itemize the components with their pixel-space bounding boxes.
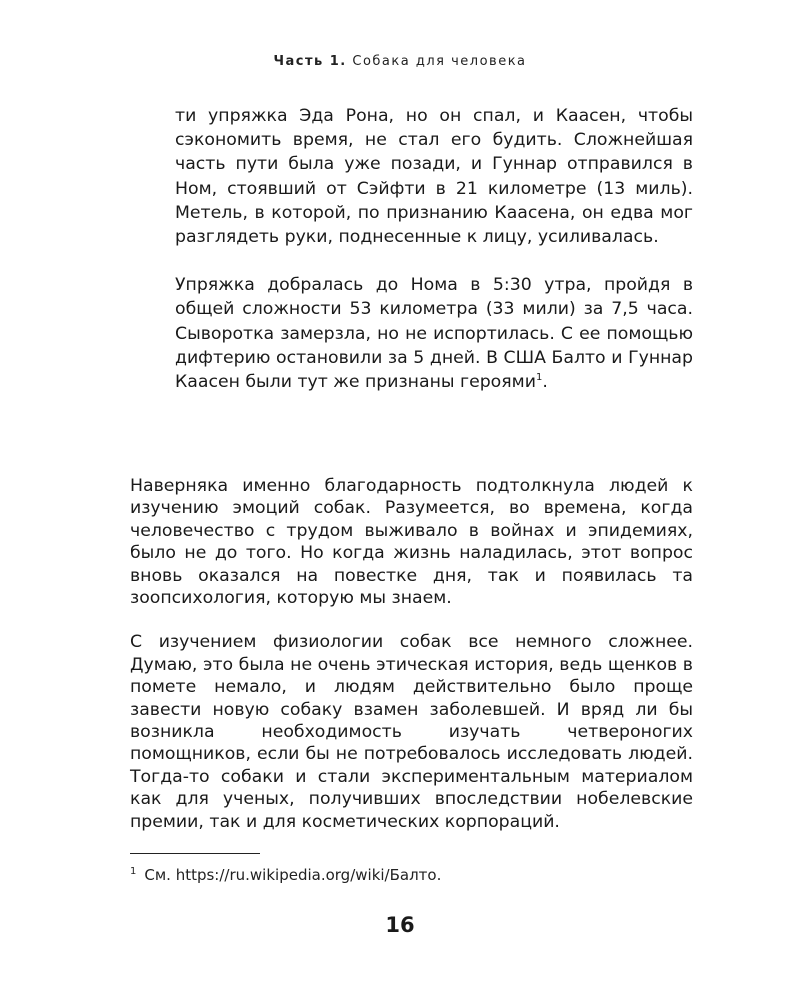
footnote xyxy=(130,862,441,885)
page-number: 16 xyxy=(385,913,415,937)
running-head xyxy=(0,54,800,69)
footnote-reference[interactable]: 1 xyxy=(535,372,543,384)
footnote-divider xyxy=(130,853,260,854)
quote-block xyxy=(175,104,693,418)
quote-paragraph-text: Упряжка добралась до Нома в 5:30 утра, пройдя в общей сложности 53 километра (33 мили) за 7,5 часа. Сыворотка замерзла, но не испортилась. С ее помощью дифтерию остановили за 5 дней. В США Балто и Гуннар Каасен были тут же признаны героями xyxy=(175,275,693,393)
quote-paragraph xyxy=(175,273,693,394)
footnote-text: См. https://ru.wikipedia.org/wiki/Балто. xyxy=(144,866,442,884)
body-paragraph: Наверняка именно благодарность подтолкнула людей к изучению эмоций собак. Разумеется, во времена, когда человечество с трудом выживало в войнах и эпидемиях, было не до того. Но когда жизнь наладилась, этот вопрос вновь оказался на повестке дня, так и появилась та зоопсихология, которую мы знаем. xyxy=(130,476,693,609)
part-label: Часть 1. xyxy=(273,54,347,69)
chapter-title: Собака для человека xyxy=(352,54,527,69)
quote-paragraph-end: . xyxy=(542,372,548,393)
body-text xyxy=(130,475,693,855)
quote-paragraph: ти упряжка Эда Рона, но он спал, и Каасен, чтобы сэкономить время, не стал его будить. Сложнейшая часть пути была уже позади, и Гуннар отправился в Ном, стоявший от Сэйфти в 21 километре (13 миль). Метель, в которой, по признанию Каасена, он едва мог разглядеть руки, поднесенные к лицу, усиливалась. xyxy=(175,106,693,248)
body-paragraph: С изучением физиологии собак все немного сложнее. Думаю, это была не очень этическая история, ведь щенков в помете немало, и людям действительно было проще завести новую собаку взамен заболевшей. И вряд ли бы возникла необходимость изучать четвероногих помощников, если бы не потребовалось исследовать людей. Тогда-то собаки и стали экспериментальным материалом как для ученых, получивших впоследствии нобелевские премии, так и для косметических корпораций. xyxy=(130,632,693,832)
footnote-number: 1 xyxy=(130,866,137,877)
